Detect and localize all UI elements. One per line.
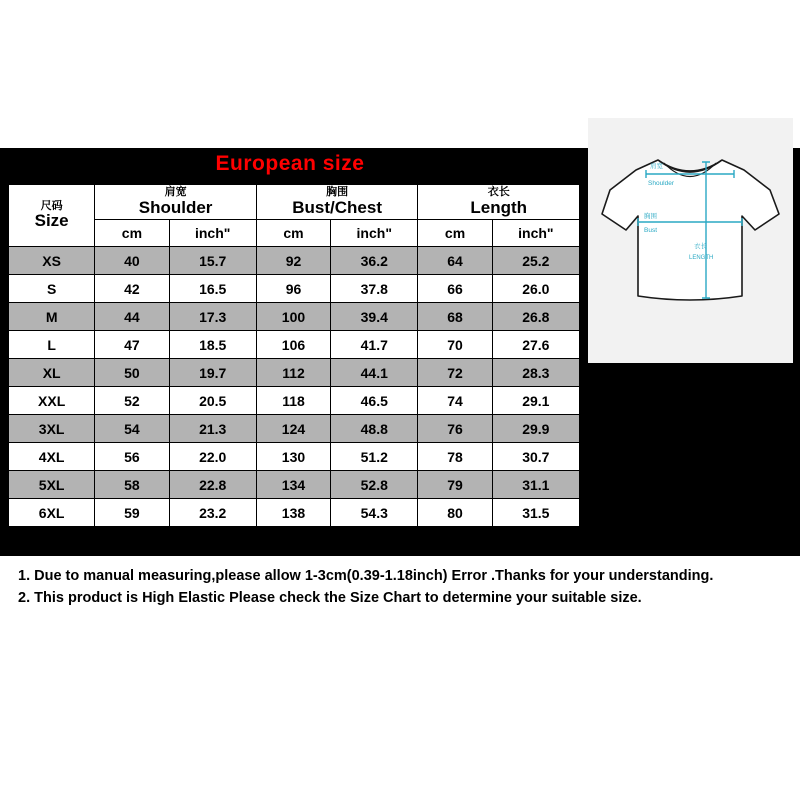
cell-shoulder-cm: 44 (95, 303, 169, 331)
cell-length-cm: 64 (418, 247, 492, 275)
label-bust-en: Bust (644, 227, 658, 234)
cell-length-inch: 31.1 (492, 471, 579, 499)
cell-size: L (9, 331, 95, 359)
cell-bust-inch: 48.8 (331, 415, 418, 443)
table-row (9, 499, 580, 527)
cell-shoulder-inch: 20.5 (169, 387, 256, 415)
cell-bust-cm: 134 (256, 471, 330, 499)
cell-size: XS (9, 247, 95, 275)
cell-length-cm: 79 (418, 471, 492, 499)
cell-bust-cm: 92 (256, 247, 330, 275)
cell-shoulder-inch: 17.3 (169, 303, 256, 331)
cell-bust-inch: 46.5 (331, 387, 418, 415)
cell-size: 3XL (9, 415, 95, 443)
cell-bust-inch: 37.8 (331, 275, 418, 303)
cell-bust-cm: 124 (256, 415, 330, 443)
table-header-row-primary (9, 185, 580, 220)
unit-bust-inch: inch" (331, 220, 418, 247)
table-row (9, 303, 580, 331)
cell-shoulder-inch: 18.5 (169, 331, 256, 359)
table-row (9, 331, 580, 359)
label-length-en: LENGTH (689, 255, 714, 261)
note-line-2: 2. This product is High Elastic Please check the Size Chart to determine your suitable size. (18, 590, 642, 606)
cell-size: XL (9, 359, 95, 387)
cell-bust-cm: 130 (256, 443, 330, 471)
cell-bust-cm: 138 (256, 499, 330, 527)
cell-size: XXL (9, 387, 95, 415)
cell-shoulder-cm: 59 (95, 499, 169, 527)
cell-shoulder-cm: 42 (95, 275, 169, 303)
cell-length-inch: 31.5 (492, 499, 579, 527)
cell-shoulder-inch: 23.2 (169, 499, 256, 527)
cell-length-inch: 29.9 (492, 415, 579, 443)
cell-shoulder-cm: 50 (95, 359, 169, 387)
cell-bust-cm: 112 (256, 359, 330, 387)
cell-bust-cm: 100 (256, 303, 330, 331)
size-table-wrapper (8, 184, 580, 527)
cell-length-cm: 72 (418, 359, 492, 387)
unit-shoulder-inch: inch" (169, 220, 256, 247)
tshirt-icon (588, 118, 793, 363)
unit-shoulder-cm: cm (95, 220, 169, 247)
cell-bust-cm: 118 (256, 387, 330, 415)
cell-bust-inch: 39.4 (331, 303, 418, 331)
cell-bust-inch: 54.3 (331, 499, 418, 527)
cell-length-cm: 70 (418, 331, 492, 359)
tshirt-measurement-diagram (588, 118, 793, 363)
cell-length-cm: 76 (418, 415, 492, 443)
cell-length-inch: 26.0 (492, 275, 579, 303)
cell-length-inch: 25.2 (492, 247, 579, 275)
cell-bust-inch: 44.1 (331, 359, 418, 387)
header-size: 尺码 Size (9, 185, 95, 247)
label-shoulder-en: Shoulder (648, 180, 675, 187)
cell-length-inch: 30.7 (492, 443, 579, 471)
cell-bust-inch: 52.8 (331, 471, 418, 499)
unit-bust-cm: cm (256, 220, 330, 247)
cell-length-inch: 28.3 (492, 359, 579, 387)
cell-length-cm: 78 (418, 443, 492, 471)
label-shoulder-cn: 肩宽 (650, 163, 663, 170)
size-table (8, 184, 580, 527)
cell-shoulder-inch: 21.3 (169, 415, 256, 443)
unit-length-cm: cm (418, 220, 492, 247)
cell-shoulder-cm: 56 (95, 443, 169, 471)
cell-bust-inch: 36.2 (331, 247, 418, 275)
cell-size: M (9, 303, 95, 331)
cell-length-cm: 80 (418, 499, 492, 527)
cell-shoulder-inch: 15.7 (169, 247, 256, 275)
cell-size: S (9, 275, 95, 303)
table-row (9, 275, 580, 303)
label-bust-cn: 胸围 (644, 213, 657, 220)
header-length: 衣长 Length (418, 185, 580, 220)
cell-shoulder-inch: 22.8 (169, 471, 256, 499)
unit-length-inch: inch" (492, 220, 579, 247)
cell-size: 6XL (9, 499, 95, 527)
cell-shoulder-cm: 52 (95, 387, 169, 415)
table-row (9, 443, 580, 471)
cell-shoulder-cm: 58 (95, 471, 169, 499)
notes-section (0, 556, 800, 620)
cell-size: 4XL (9, 443, 95, 471)
cell-length-cm: 66 (418, 275, 492, 303)
cell-size: 5XL (9, 471, 95, 499)
cell-length-inch: 29.1 (492, 387, 579, 415)
table-row (9, 359, 580, 387)
header-bust-chest: 胸围 Bust/Chest (256, 185, 418, 220)
cell-length-cm: 74 (418, 387, 492, 415)
header-shoulder: 肩宽 Shoulder (95, 185, 257, 220)
note-line-1: 1. Due to manual measuring,please allow 1-3cm(0.39-1.18inch) Error .Thanks for your understanding. (18, 568, 714, 584)
table-header-row-units (9, 220, 580, 247)
cell-shoulder-inch: 22.0 (169, 443, 256, 471)
cell-bust-inch: 41.7 (331, 331, 418, 359)
cell-length-inch: 26.8 (492, 303, 579, 331)
cell-bust-cm: 106 (256, 331, 330, 359)
cell-shoulder-inch: 16.5 (169, 275, 256, 303)
cell-bust-cm: 96 (256, 275, 330, 303)
cell-bust-inch: 51.2 (331, 443, 418, 471)
label-length-cn: 衣长 (694, 243, 707, 250)
table-row (9, 415, 580, 443)
cell-length-inch: 27.6 (492, 331, 579, 359)
cell-length-cm: 68 (418, 303, 492, 331)
table-row (9, 247, 580, 275)
table-row (9, 471, 580, 499)
chart-title: European size (215, 152, 365, 175)
cell-shoulder-cm: 40 (95, 247, 169, 275)
cell-shoulder-cm: 47 (95, 331, 169, 359)
table-row (9, 387, 580, 415)
cell-shoulder-inch: 19.7 (169, 359, 256, 387)
cell-shoulder-cm: 54 (95, 415, 169, 443)
